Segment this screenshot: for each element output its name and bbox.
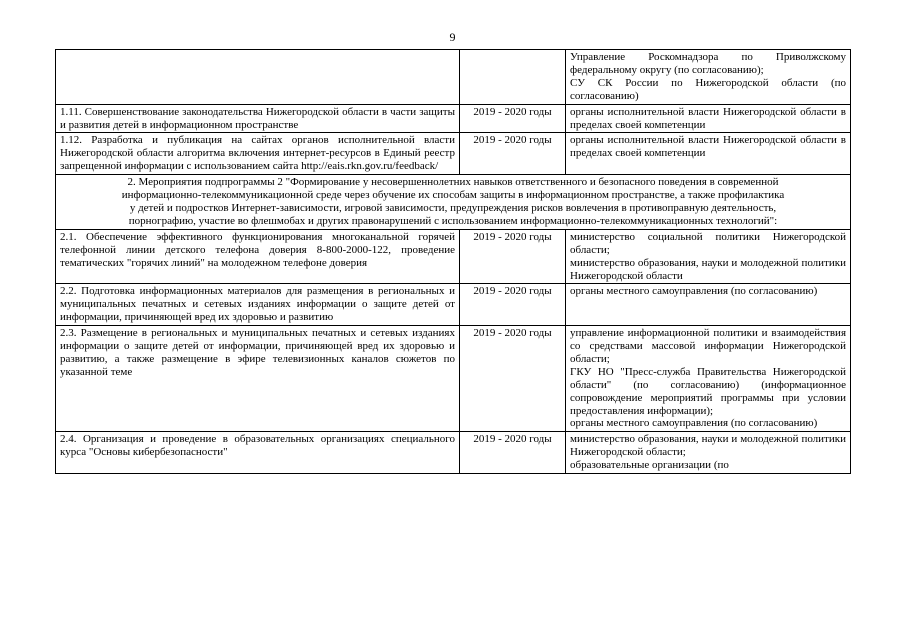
measure-period: 2019 - 2020 годы — [460, 133, 566, 175]
executor-entry: органы исполнительной власти Нижегородской области в пределах своей компетенции — [570, 105, 846, 131]
executor-entry: министерство образования, науки и молодежной политики Нижегородской области — [570, 256, 846, 282]
table-row — [56, 326, 851, 432]
measure-title: 1.12. Разработка и публикация на сайтах органов исполнительной власти Нижегородской области алгоритма включения интернет-ресурсов в Единый реестр запрещенной информации с использованием сайта http://eais.rkn.gov.ru/feedback/ — [56, 133, 460, 175]
table-row — [56, 104, 851, 133]
executor-entry: образовательные организации (по — [570, 459, 729, 472]
page-number: 9 — [449, 30, 456, 44]
measure-period: 2019 - 2020 годы — [460, 284, 566, 326]
executor-entry: министерство социальной политики Нижегородской области; — [570, 230, 846, 256]
measure-title: 2.3. Размещение в региональных и муниципальных печатных и сетевых изданиях информации о защите детей от информации, причиняющей вред их здоровью и развитию, а также размещение в эфире телевизионных каналов сюжетов по указанной теме — [56, 326, 460, 432]
section-header-line: информационно-телекоммуникационной среде через обучение их способам защиты в информационном пространстве, а также профилактика — [121, 189, 785, 202]
measure-title: 2.1. Обеспечение эффективного функционирования многоканальной горячей телефонной линии детского телефона доверия 8-800-2000-122, проведение тематических "горячих линий" на молодежном телефоне доверия — [56, 229, 460, 284]
section-header — [56, 175, 851, 230]
measure-executors — [566, 133, 851, 175]
table-row — [56, 133, 851, 175]
measure-period: 2019 - 2020 годы — [460, 229, 566, 284]
measures-table — [55, 49, 851, 474]
executor-entry: управление информационной политики и взаимодействия со средствами массовой информации Нижегородской области; — [570, 327, 846, 365]
measure-executors — [566, 50, 851, 105]
measure-executors — [566, 284, 851, 326]
measure-period — [460, 50, 566, 105]
measure-period: 2019 - 2020 годы — [460, 432, 566, 474]
section-header-line: у детей и подростков Интернет-зависимости, игровой зависимости, предупреждения рисков вовлечения в противоправную деятельность, — [129, 201, 777, 214]
table-row — [56, 50, 851, 105]
executor-entry: Управление Роскомнадзора по Приволжскому федеральному округу (по согласованию); — [570, 51, 846, 76]
executor-entry: министерство образования, науки и молодежной политики Нижегородской области; — [570, 433, 846, 459]
table-row — [56, 229, 851, 284]
table-row — [56, 432, 851, 474]
table-row — [56, 284, 851, 326]
measure-title: 2.4. Организация и проведение в образовательных организациях специального курса "Основы кибербезопасности" — [56, 432, 460, 474]
measure-executors — [566, 432, 851, 474]
executor-entry: органы местного самоуправления (по согласованию) — [570, 417, 818, 430]
measure-title: 1.11. Совершенствование законодательства Нижегородской области в части защиты и развития детей в информационном пространстве — [56, 104, 460, 133]
measure-title: 2.2. Подготовка информационных материалов для размещения в региональных и муниципальных печатных и сетевых изданиях информации о защите детей от информации, причиняющей вред их здоровью и развитию — [56, 284, 460, 326]
section-header-row — [56, 175, 851, 230]
measure-title — [56, 50, 460, 105]
section-header-line: 2. Мероприятия подпрограммы 2 "Формирование у несовершеннолетних навыков ответственного и безопасного поведения в современной — [127, 176, 779, 189]
executor-entry: ГКУ НО "Пресс-служба Правительства Нижегородской области" (по согласованию) (информационное сопровождение мероприятий программы при условии предоставления информации); — [570, 365, 846, 417]
measure-executors — [566, 229, 851, 284]
executor-entry: СУ СК России по Нижегородской области (по согласованию) — [570, 76, 846, 102]
section-header-line: порнографию, участие во флешмобах и других правонарушений с использованием информационно-телекоммуникационных технологий": — [128, 214, 778, 227]
measure-period: 2019 - 2020 годы — [460, 326, 566, 432]
measure-period: 2019 - 2020 годы — [460, 104, 566, 133]
measure-executors — [566, 104, 851, 133]
executor-entry: органы местного самоуправления (по согласованию) — [570, 285, 818, 298]
measure-executors — [566, 326, 851, 432]
executor-entry: органы исполнительной власти Нижегородской области в пределах своей компетенции — [570, 134, 846, 160]
